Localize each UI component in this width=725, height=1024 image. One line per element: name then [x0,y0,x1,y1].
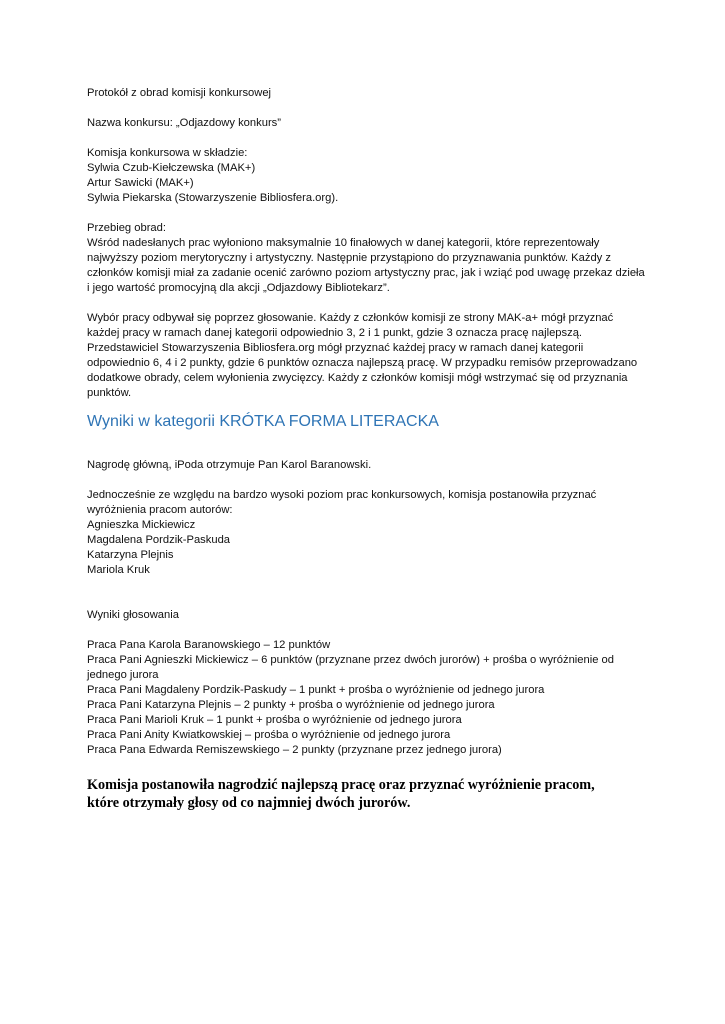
main-prize: Nagrodę główną, iPoda otrzymuje Pan Karol Baranowski. [87,459,372,471]
protocol-title: Protokół z obrad komisji konkursowej [87,87,272,99]
results-label: Wyniki głosowania [87,609,179,621]
commission-label: Komisja konkursowa w składzie: [87,147,248,159]
voting-line: Wybór pracy odbywał się poprzez głosowanie. Każdy z członków komisji ze strony MAK-a+ mógł przyznać [87,312,614,324]
result-line: Praca Pani Katarzyna Plejnis – 2 punkty + prośba o wyróżnienie od jednego jurora [87,699,495,711]
voting-line: punktów. [87,387,132,399]
distinction-author: Mariola Kruk [87,564,150,576]
commission-member: Sylwia Piekarska (Stowarzyszenie Bibliosfera.org). [87,192,339,204]
result-line: Praca Pani Marioli Kruk – 1 punkt + prośba o wyróżnienie od jednego jurora [87,714,462,726]
distinctions-line: wyróżnienia pracom autorów: [87,504,233,516]
results-block [87,638,647,758]
distinction-author: Katarzyna Plejnis [87,549,174,561]
voting-block [87,311,647,401]
voting-line: Przedstawiciel Stowarzyszenia Bibliosfera.org mógł przyznać każdej pracy w ramach danej kategorii [87,342,584,354]
commission-member: Artur Sawicki (MAK+) [87,177,194,189]
result-line: jednego jurora [87,669,159,681]
distinctions-block [87,488,647,578]
document-page [87,86,647,812]
proceedings-line: członków komisji miał za zadanie ocenić zarówno poziom artystyczny prac, jak i wziąć pod uwagę przekaz dzieła [87,267,645,279]
voting-line: każdej pracy w ramach danej kategorii odpowiednio 3, 2 i 1 punkt, gdzie 3 oznacza pracę najlepszą. [87,327,583,339]
distinction-author: Magdalena Pordzik-Paskuda [87,534,231,546]
result-line: Praca Pana Edwarda Remiszewskiego – 2 punkty (przyznane przez jednego jurora) [87,744,502,756]
commission-member: Sylwia Czub-Kiełczewska (MAK+) [87,162,256,174]
voting-line: odpowiednio 6, 4 i 2 punkty, gdzie 6 punktów oznacza najlepszą pracę. W przypadku remisów przeprowadzano [87,357,638,369]
conclusion-line: Komisja postanowiła nagrodzić najlepszą pracę oraz przyznać wyróżnienie pracom, [87,777,595,793]
distinctions-line: Jednocześnie ze względu na bardzo wysoki poziom prac konkursowych, komisja postanowiła przyznać [87,489,597,501]
voting-line: dodatkowe obrady, celem wyłonienia zwycięzcy. Każdy z członków komisji mógł wstrzymać się od przyznania [87,372,628,384]
distinction-author: Agnieszka Mickiewicz [87,519,196,531]
result-line: Praca Pani Agnieszki Mickiewicz – 6 punktów (przyznane przez dwóch jurorów) + prośba o wyróżnienie od [87,654,614,666]
result-line: Praca Pani Magdaleny Pordzik-Paskudy – 1 punkt + prośba o wyróżnienie od jednego jurora [87,684,545,696]
result-line: Praca Pana Karola Baranowskiego – 12 punktów [87,639,331,651]
conclusion-block [87,777,647,812]
commission-block [87,146,647,206]
proceedings-line: najwyższy poziom merytoryczny i artystyczny. Następnie przystąpiono do przyznawania punktów. Każdy z [87,252,611,264]
conclusion-line: które otrzymały głosy od co najmniej dwóch jurorów. [87,794,411,811]
proceedings-line: i jego wartość promocyjną dla akcji „Odjazdowy Bibliotekarz”. [87,282,390,294]
proceedings-label: Przebieg obrad: [87,222,166,234]
section-heading: Wyniki w kategorii KRÓTKA FORMA LITERACKA [87,413,439,430]
proceedings-block [87,221,647,296]
contest-name: Nazwa konkursu: „Odjazdowy konkurs” [87,117,281,129]
result-line: Praca Pani Anity Kwiatkowskiej – prośba o wyróżnienie od jednego jurora [87,729,451,741]
proceedings-line: Wśród nadesłanych prac wyłoniono maksymalnie 10 finałowych w danej kategorii, które reprezentowały [87,237,600,249]
